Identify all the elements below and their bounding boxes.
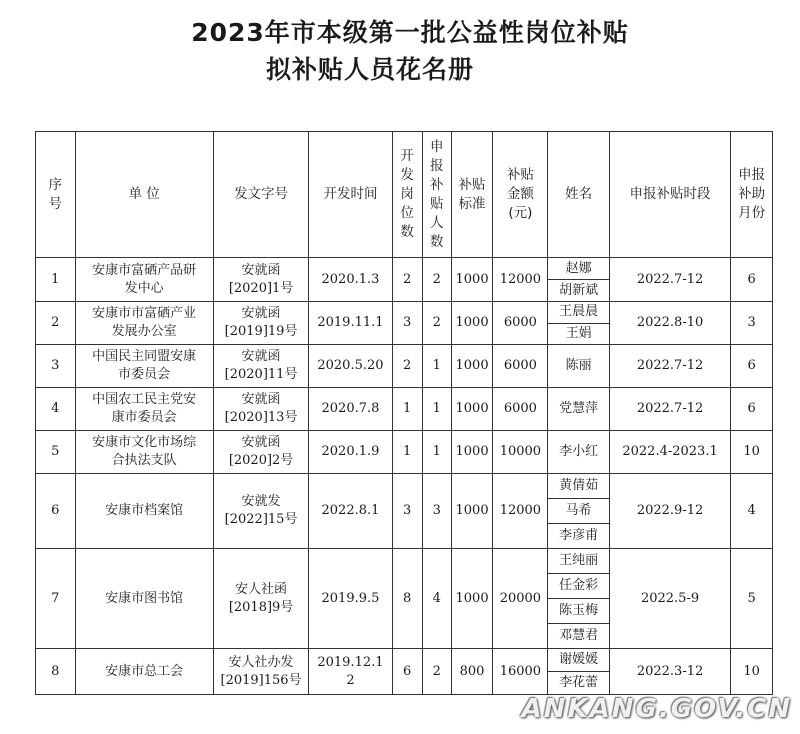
cell-unit: 安康市文化市场综 合执法支队	[75, 431, 213, 474]
cell-doc-no: 安就函 [2020]13号	[213, 388, 309, 431]
cell-doc-no: 安人社函 [2018]9号	[213, 549, 309, 649]
cell-name: 陈玉梅	[548, 599, 609, 624]
cell-amount: 12000	[493, 474, 548, 549]
cell-doc-no: 安就函 [2020]11号	[213, 345, 309, 388]
title-line-1: 2023年市本级第一批公益性岗位补贴	[191, 18, 629, 47]
cell-dev-time: 2019.9.5	[309, 549, 392, 649]
cell-applicants: 2	[422, 649, 451, 695]
cell-months: 4	[731, 474, 773, 549]
cell-seq: 8	[36, 649, 76, 695]
header-months: 申报 补助 月份	[731, 132, 773, 258]
table-body	[36, 258, 773, 695]
cell-standard: 1000	[451, 388, 493, 431]
cell-doc-no: 安就函 [2020]1号	[213, 258, 309, 302]
cell-amount: 6000	[493, 302, 548, 345]
cell-unit: 安康市富硒产品研 发中心	[75, 258, 213, 302]
cell-dev-time: 2019.11.1	[309, 302, 392, 345]
table-row	[36, 649, 773, 672]
title-line-2: 拟补贴人员花名册	[265, 55, 474, 84]
cell-dev-time: 2020.1.3	[309, 258, 392, 302]
cell-dev-positions: 1	[392, 388, 422, 431]
cell-amount: 16000	[493, 649, 548, 695]
cell-unit: 安康市档案馆	[75, 474, 213, 549]
cell-name: 马希	[548, 499, 609, 524]
cell-seq: 7	[36, 549, 76, 649]
cell-applicants: 3	[422, 474, 451, 549]
cell-months: 10	[731, 649, 773, 695]
cell-amount: 6000	[493, 345, 548, 388]
cell-amount: 6000	[493, 388, 548, 431]
cell-name: 任金彩	[548, 574, 609, 599]
cell-seq: 3	[36, 345, 76, 388]
cell-amount: 10000	[493, 431, 548, 474]
table-row	[36, 258, 773, 280]
cell-doc-no: 安人社办发 [2019]156号	[213, 649, 309, 695]
cell-dev-positions: 8	[392, 549, 422, 649]
header-unit: 单 位	[75, 132, 213, 258]
cell-name: 胡新斌	[548, 280, 609, 302]
cell-period: 2022.3-12	[609, 649, 731, 695]
cell-amount: 20000	[493, 549, 548, 649]
header-applicants: 申 报 补 贴 人 数	[422, 132, 451, 258]
cell-applicants: 4	[422, 549, 451, 649]
header-row	[36, 132, 773, 258]
header-standard: 补贴 标准	[451, 132, 493, 258]
cell-standard: 1000	[451, 549, 493, 649]
subsidy-roster-table	[35, 131, 773, 695]
cell-dev-time: 2022.8.1	[309, 474, 392, 549]
cell-period: 2022.7-12	[609, 345, 731, 388]
cell-months: 6	[731, 388, 773, 431]
cell-applicants: 1	[422, 345, 451, 388]
cell-name: 王晨晨	[548, 302, 609, 324]
cell-standard: 1000	[451, 302, 493, 345]
cell-applicants: 1	[422, 431, 451, 474]
document-title	[0, 14, 800, 88]
cell-name: 赵娜	[548, 258, 609, 280]
cell-unit: 中国民主同盟安康 市委员会	[75, 345, 213, 388]
table-row	[36, 549, 773, 574]
cell-seq: 2	[36, 302, 76, 345]
cell-unit: 安康市市富硒产业 发展办公室	[75, 302, 213, 345]
cell-applicants: 1	[422, 388, 451, 431]
cell-applicants: 2	[422, 302, 451, 345]
site-watermark: ANKANG.GOV.CN	[521, 694, 792, 724]
cell-months: 10	[731, 431, 773, 474]
cell-months: 6	[731, 345, 773, 388]
table-row	[36, 431, 773, 474]
cell-standard: 1000	[451, 345, 493, 388]
table-row	[36, 474, 773, 499]
cell-standard: 800	[451, 649, 493, 695]
cell-period: 2022.7-12	[609, 388, 731, 431]
cell-dev-positions: 1	[392, 431, 422, 474]
cell-period: 2022.8-10	[609, 302, 731, 345]
cell-standard: 1000	[451, 258, 493, 302]
cell-months: 3	[731, 302, 773, 345]
cell-period: 2022.7-12	[609, 258, 731, 302]
header-name: 姓名	[548, 132, 609, 258]
cell-standard: 1000	[451, 431, 493, 474]
cell-doc-no: 安就函 [2020]2号	[213, 431, 309, 474]
cell-doc-no: 安就函 [2019]19号	[213, 302, 309, 345]
cell-name: 李小红	[548, 431, 609, 474]
cell-dev-positions: 3	[392, 302, 422, 345]
cell-unit: 安康市总工会	[75, 649, 213, 695]
cell-dev-time: 2020.1.9	[309, 431, 392, 474]
cell-applicants: 2	[422, 258, 451, 302]
cell-name: 陈丽	[548, 345, 609, 388]
cell-period: 2022.5-9	[609, 549, 731, 649]
cell-seq: 1	[36, 258, 76, 302]
cell-name: 邓慧君	[548, 624, 609, 649]
cell-months: 6	[731, 258, 773, 302]
cell-name: 李花蕾	[548, 672, 609, 695]
header-amount: 补贴 金额 (元)	[493, 132, 548, 258]
cell-dev-time: 2020.5.20	[309, 345, 392, 388]
cell-unit: 中国农工民主党安 康市委员会	[75, 388, 213, 431]
cell-name: 谢媛媛	[548, 649, 609, 672]
cell-dev-positions: 2	[392, 345, 422, 388]
cell-name: 党慧萍	[548, 388, 609, 431]
cell-seq: 6	[36, 474, 76, 549]
cell-dev-time: 2020.7.8	[309, 388, 392, 431]
header-seq: 序 号	[36, 132, 76, 258]
cell-dev-positions: 3	[392, 474, 422, 549]
cell-unit: 安康市图书馆	[75, 549, 213, 649]
cell-dev-positions: 2	[392, 258, 422, 302]
cell-standard: 1000	[451, 474, 493, 549]
cell-name: 王纯丽	[548, 549, 609, 574]
cell-period: 2022.9-12	[609, 474, 731, 549]
header-dev-positions: 开 发 岗 位 数	[392, 132, 422, 258]
header-dev-time: 开发时间	[309, 132, 392, 258]
cell-name: 李彦甫	[548, 524, 609, 549]
header-doc-no: 发文字号	[213, 132, 309, 258]
cell-doc-no: 安就发 [2022]15号	[213, 474, 309, 549]
header-period: 申报补贴时段	[609, 132, 731, 258]
cell-months: 5	[731, 549, 773, 649]
table-row	[36, 388, 773, 431]
cell-dev-time: 2019.12.1 2	[309, 649, 392, 695]
cell-seq: 4	[36, 388, 76, 431]
table-row	[36, 345, 773, 388]
cell-amount: 12000	[493, 258, 548, 302]
cell-period: 2022.4-2023.1	[609, 431, 731, 474]
table-row	[36, 302, 773, 324]
cell-name: 黄倩茹	[548, 474, 609, 499]
cell-name: 王娟	[548, 323, 609, 345]
cell-dev-positions: 6	[392, 649, 422, 695]
cell-seq: 5	[36, 431, 76, 474]
